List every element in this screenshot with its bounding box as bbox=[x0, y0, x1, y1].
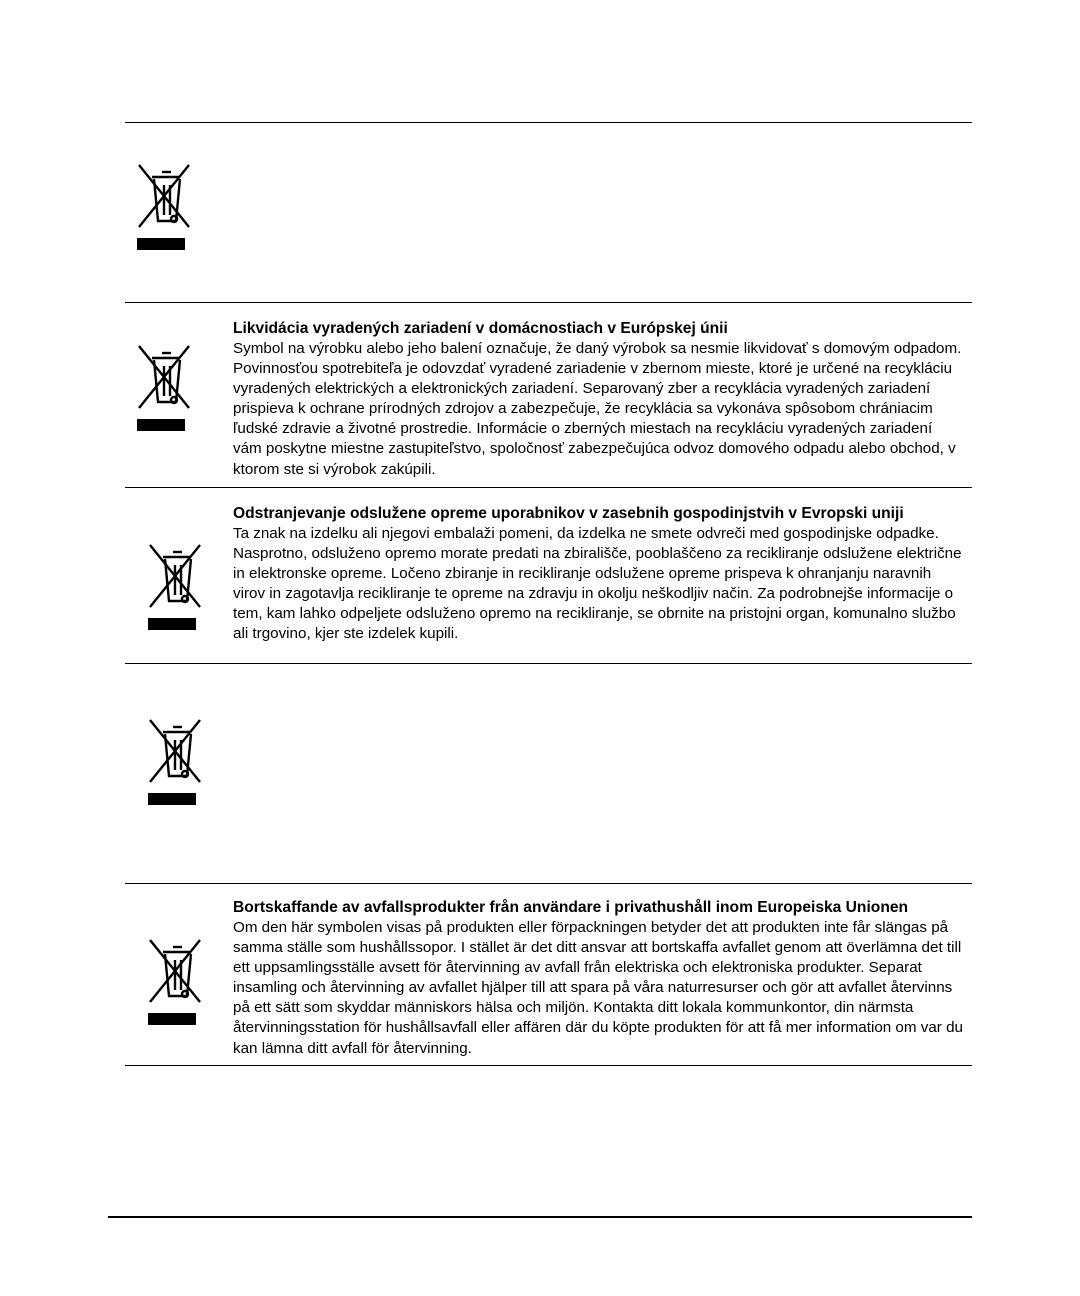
section-body: Symbol na výrobku alebo jeho balení označuje, že daný výrobok sa nesmie likvidovať s domovým odpadom. Povinnosťou spotrebiteľa je odovzdať vyradené zariadenie v zbernom mieste, ktoré je určené na recykláciu vyradených elektrických a elektronických zariadení. Separovaný zber a recyklácia vyradených zariadení prispieva k ochrane prírodných zdrojov a zabezpečuje, že recyklácia sa vykonáva spôsobom chrániacim ľudské zdravie a životné prostredie. Informácie o zberných miestach na recykláciu vyradených zariadení vám poskytne miestne zastupiteľstvo, spoločnosť zabezpečujúca odvoz domového odpadu alebo obchod, v ktorom ste si výrobok zakúpili. bbox=[233, 340, 962, 478]
section-text bbox=[233, 504, 965, 645]
section-text bbox=[233, 898, 965, 1059]
section-body: Ta znak na izdelku ali njegovi embalaži pomeni, da izdelka ne smete odvreči med gospodinjske odpadke. Nasprotno, odsluženo opremo morate predati na zbirališče, pooblaščeno za recikliranje odslužene električne in elektronske opreme. Ločeno zbiranje in recikliranje odslužene opreme prispeva k ohranjanju naravnih virov in zagotavlja recikliranje te opreme na zdravju in okolju neškodljiv način. Za podrobnejše informacije o tem, kam lahko odpeljete odsluženo opremo na recikliranje, se obrnite na pristojni organ, komunalno službo ali trgovino, kjer ste izdelek kupili. bbox=[233, 525, 962, 643]
section-title: Odstranjevanje odslužene opreme uporabnikov v zasebnih gospodinjstvih v Evropski uniji bbox=[233, 505, 904, 522]
section-title: Likvidácia vyradených zariadení v domácnostiach v Európskej únii bbox=[233, 320, 728, 337]
section-swedish bbox=[125, 884, 972, 1065]
weee-crossed-bin-icon bbox=[146, 543, 206, 639]
section-title: Bortskaffande av avfallsprodukter från användare i privathushåll inom Europeiska Unionen bbox=[233, 899, 909, 916]
section-slovak bbox=[125, 303, 972, 487]
section-divider bbox=[125, 1065, 972, 1066]
section-empty-1 bbox=[125, 123, 972, 302]
weee-crossed-bin-icon bbox=[135, 163, 195, 259]
section-empty-2 bbox=[125, 664, 972, 883]
section-text bbox=[233, 319, 965, 480]
weee-crossed-bin-icon bbox=[135, 344, 195, 440]
footer-divider bbox=[108, 1216, 972, 1218]
section-body: Om den här symbolen visas på produkten eller förpackningen betyder det att produkten inte får slängas på samma ställe som hushållssopor. I stället är det ditt ansvar att bortskaffa avfallet genom att överlämna det till ett uppsamlingsställe avsett för återvinning av avfall från elektriska och elektroniska produkter. Separat insamling och återvinning av avfallet hjälper till att spara på våra naturresurser och gör att avfallet återvinns på ett sätt som skyddar människors hälsa och miljön. Kontakta ditt lokala kommunkontor, din närmsta återvinningsstation för hushållsavfall eller affären där du köpte produkten för att få mer information om var du kan lämna ditt avfall för återvinning. bbox=[233, 919, 963, 1057]
weee-crossed-bin-icon bbox=[146, 718, 206, 814]
section-slovenian bbox=[125, 488, 972, 663]
weee-crossed-bin-icon bbox=[146, 938, 206, 1034]
